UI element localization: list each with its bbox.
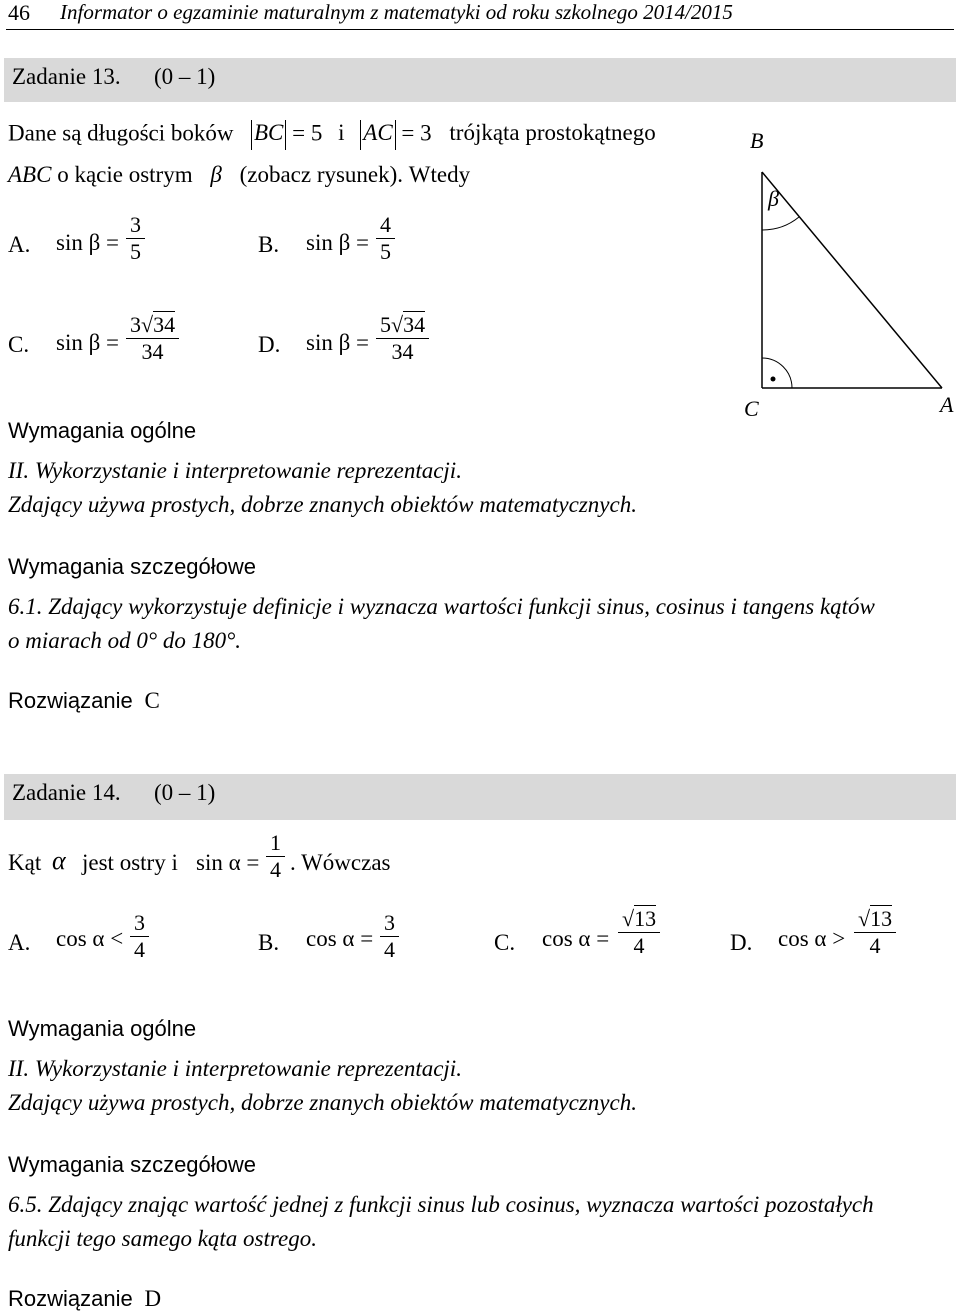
coef: 3 — [130, 312, 141, 337]
radicand: 34 — [403, 312, 426, 337]
task13-solution — [8, 688, 160, 714]
stem-text-4: (zobacz rysunek). Wtedy — [239, 162, 471, 187]
option-a-letter: A. — [8, 232, 31, 257]
page-number: 46 — [8, 0, 30, 25]
t14-option-b-letter: B. — [258, 930, 280, 955]
numerator: √13 — [858, 906, 893, 931]
t14-option-c-lhs: cos α = — [542, 926, 610, 951]
task14-req-general-label: Wymagania ogólne — [8, 1016, 197, 1041]
radicand: 13 — [634, 906, 657, 931]
task14-points: (0 – 1) — [154, 780, 216, 805]
option-b-lhs: sin β = — [306, 230, 370, 255]
solution-label: Rozwiązanie — [8, 688, 133, 713]
task14-req-detail-label: Wymagania szczegółowe — [8, 1152, 257, 1177]
task13-header-bar — [4, 58, 956, 102]
option-d-letter: D. — [258, 332, 281, 357]
stem-text-3: o kącie ostrym — [57, 162, 193, 187]
denominator: 34 — [141, 339, 164, 364]
triangle-figure — [730, 120, 960, 430]
side-ab — [762, 172, 942, 388]
denominator: 4 — [869, 933, 881, 958]
task13-req-detail-label: Wymagania szczegółowe — [8, 554, 257, 579]
option-a-lhs: sin β = — [56, 230, 120, 255]
t14-option-a-letter: A. — [8, 930, 31, 955]
eq-5: = 5 — [292, 120, 323, 146]
denominator: 5 — [130, 239, 141, 264]
numerator: 5√34 — [380, 312, 426, 337]
task13-req-general-2: Zdający używa prostych, dobrze znanych obiektów matematycznych. — [8, 492, 637, 517]
task14-req-detail-1: 6.5. Zdający znając wartość jednej z funkcji sinus lub cosinus, wyznacza wartości pozostałych — [8, 1192, 874, 1217]
option-c-lhs: sin β = — [56, 330, 120, 355]
t14-option-b-fraction — [380, 910, 399, 963]
abs-bar — [285, 120, 286, 150]
task13-req-general-label: Wymagania ogólne — [8, 418, 197, 443]
task14-req-general-1: II. Wykorzystanie i interpretowanie reprezentacji. — [8, 1056, 462, 1081]
radicand: 13 — [870, 906, 893, 931]
vertex-a-label: A — [940, 392, 954, 417]
task14-solution — [8, 1286, 161, 1312]
task13-stem-line1 — [8, 120, 656, 150]
option-c-letter: C. — [8, 332, 30, 357]
t14-option-c-letter: C. — [494, 930, 516, 955]
task14-header-bar — [4, 774, 956, 820]
task13-stem-line2 — [8, 162, 470, 188]
numerator: 3 — [384, 910, 395, 935]
option-c-fraction — [126, 312, 179, 365]
t14-option-d-letter: D. — [730, 930, 753, 955]
numerator: 4 — [380, 212, 391, 237]
right-angle-dot — [771, 377, 776, 382]
beta-arc — [762, 217, 799, 230]
denominator: 4 — [384, 937, 395, 962]
denominator: 34 — [391, 339, 414, 364]
option-b-letter: B. — [258, 232, 280, 257]
numerator: 3√34 — [130, 312, 176, 337]
task13-req-detail-1: 6.1. Zdający wykorzystuje definicje i wyznacza wartości funkcji sinus, cosinus i tangens kątów — [8, 594, 875, 619]
abs-bar — [395, 120, 396, 150]
numerator: 3 — [130, 212, 141, 237]
t14-option-b-lhs: cos α = — [306, 926, 374, 951]
t14-option-c-fraction — [618, 906, 660, 959]
task14-stem-a: Kąt — [8, 850, 42, 875]
option-b-fraction — [376, 212, 395, 265]
and-word: i — [338, 120, 345, 146]
solution-answer: C — [144, 688, 160, 713]
task14-stem-c: . Wówczas — [290, 850, 391, 875]
t14-option-d-fraction — [854, 906, 896, 959]
denominator: 4 — [633, 933, 645, 958]
solution-label: Rozwiązanie — [8, 1286, 133, 1311]
t14-option-a-fraction — [130, 910, 149, 963]
stem-text-2: trójkąta prostokątnego — [449, 120, 656, 146]
angle-beta-label: β — [768, 186, 779, 211]
right-angle-arc — [762, 358, 792, 388]
coef: 5 — [380, 312, 391, 337]
header-rule — [6, 29, 954, 30]
segment-bc: BC — [254, 120, 284, 146]
task13-title: Zadanie 13. — [12, 64, 121, 89]
denominator: 5 — [380, 239, 391, 264]
task14-req-general-2: Zdający używa prostych, dobrze znanych obiektów matematycznych. — [8, 1090, 637, 1115]
t14-option-a-lhs: cos α < — [56, 926, 124, 951]
option-d-lhs: sin β = — [306, 330, 370, 355]
task14-stem-b: jest ostry i — [82, 850, 178, 875]
task14-sin-lhs: sin α = — [196, 850, 260, 875]
triangle-abc: ABC — [8, 162, 52, 187]
option-a-fraction — [126, 212, 145, 265]
segment-ac: AC — [363, 120, 393, 146]
denominator: 4 — [134, 937, 145, 962]
t14-option-d-lhs: cos α > — [778, 926, 846, 951]
numerator: 3 — [134, 910, 145, 935]
running-header: Informator o egzaminie maturalnym z matematyki od roku szkolnego 2014/2015 — [60, 0, 733, 24]
vertex-c-label: C — [744, 396, 759, 421]
beta-symbol: β — [210, 162, 222, 187]
task13-points: (0 – 1) — [154, 64, 216, 89]
solution-answer: D — [144, 1286, 162, 1311]
denominator: 4 — [270, 857, 281, 882]
vertex-b-label: B — [750, 128, 764, 153]
task13-req-general-1: II. Wykorzystanie i interpretowanie reprezentacji. — [8, 458, 462, 483]
task13-req-detail-2: o miarach od 0° do 180°. — [8, 628, 242, 653]
stem-text: Dane są długości boków — [8, 120, 234, 146]
alpha-symbol: α — [52, 846, 66, 875]
eq-3: = 3 — [401, 120, 432, 146]
task14-req-detail-2: funkcji tego samego kąta ostrego. — [8, 1226, 317, 1251]
task14-title: Zadanie 14. — [12, 780, 121, 805]
radicand: 34 — [153, 312, 176, 337]
numerator: √13 — [622, 906, 657, 931]
task14-sin-fraction — [266, 830, 285, 883]
numerator: 1 — [270, 830, 281, 855]
option-d-fraction — [376, 312, 429, 365]
